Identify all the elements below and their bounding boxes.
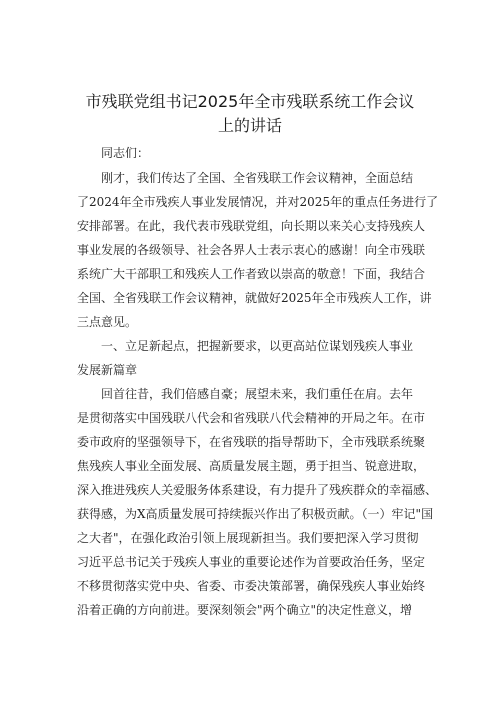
- paragraph-2-line: 焦残疾人事业全面发展、高质量发展主题，勇于担当、锐意进取，: [77, 459, 426, 473]
- paragraph-1-line: 刚才，我们传达了全国、全省残联工作会议精神，全面总结: [101, 171, 414, 185]
- document-title-line-2: 上的讲话: [217, 116, 282, 135]
- document-title-line-1: 市残联党组书记2025年全市残联系统工作会议: [85, 92, 415, 111]
- paragraph-1-line: 事业发展的各级领导、社会各界人士表示衷心的感谢！向全市残联: [77, 243, 426, 257]
- paragraph-1-line: 系统广大干部职工和残疾人工作者致以崇高的敬意！下面，我结合: [77, 267, 426, 281]
- paragraph-1-line: 三点意见。: [77, 315, 138, 329]
- paragraph-1-line: 全国、全省残联工作会议精神，就做好2025年全市残疾人工作，讲: [77, 291, 432, 305]
- paragraph-2-line: 不移贯彻落实党中央、省委、市委决策部署，确保残疾人事业始终: [77, 579, 426, 593]
- paragraph-2-line: 是贯彻落实中国残联八代会和省残联八代会精神的开局之年。在市: [77, 411, 426, 425]
- section-heading-line: 发展新篇章: [77, 363, 138, 377]
- paragraph-2-line: 沿着正确的方向前进。要深刻领会"两个确立"的决定性意义，增: [77, 603, 413, 617]
- greeting: 同志们：: [101, 146, 150, 160]
- paragraph-2-line: 获得感，为X高质量发展可持续振兴作出了积极贡献。（一）牢记"国: [77, 507, 434, 521]
- paragraph-2-line: 习近平总书记关于残疾人事业的重要论述作为首要政治任务，坚定: [77, 555, 426, 569]
- section-heading-line: 一、立足新起点，把握新要求，以更高站位谋划残疾人事业: [101, 339, 414, 353]
- paragraph-2-line: 深入推进残疾人关爱服务体系建设，有力提升了残疾群众的幸福感、: [77, 483, 438, 497]
- paragraph-1-line: 安排部署。在此，我代表市残联党组，向长期以来关心支持残疾人: [77, 219, 426, 233]
- paragraph-2-line: 回首往昔，我们倍感自豪；展望未来，我们重任在肩。去年: [101, 387, 414, 401]
- paragraph-1-line: 了2024年全市残疾人事业发展情况，并对2025年的重点任务进行了: [77, 195, 439, 209]
- paragraph-2-line: 之大者"，在强化政治引领上展现新担当。我们要把深入学习贯彻: [77, 531, 419, 545]
- paragraph-2-line: 委市政府的坚强领导下，在省残联的指导帮助下，全市残联系统聚: [77, 435, 426, 449]
